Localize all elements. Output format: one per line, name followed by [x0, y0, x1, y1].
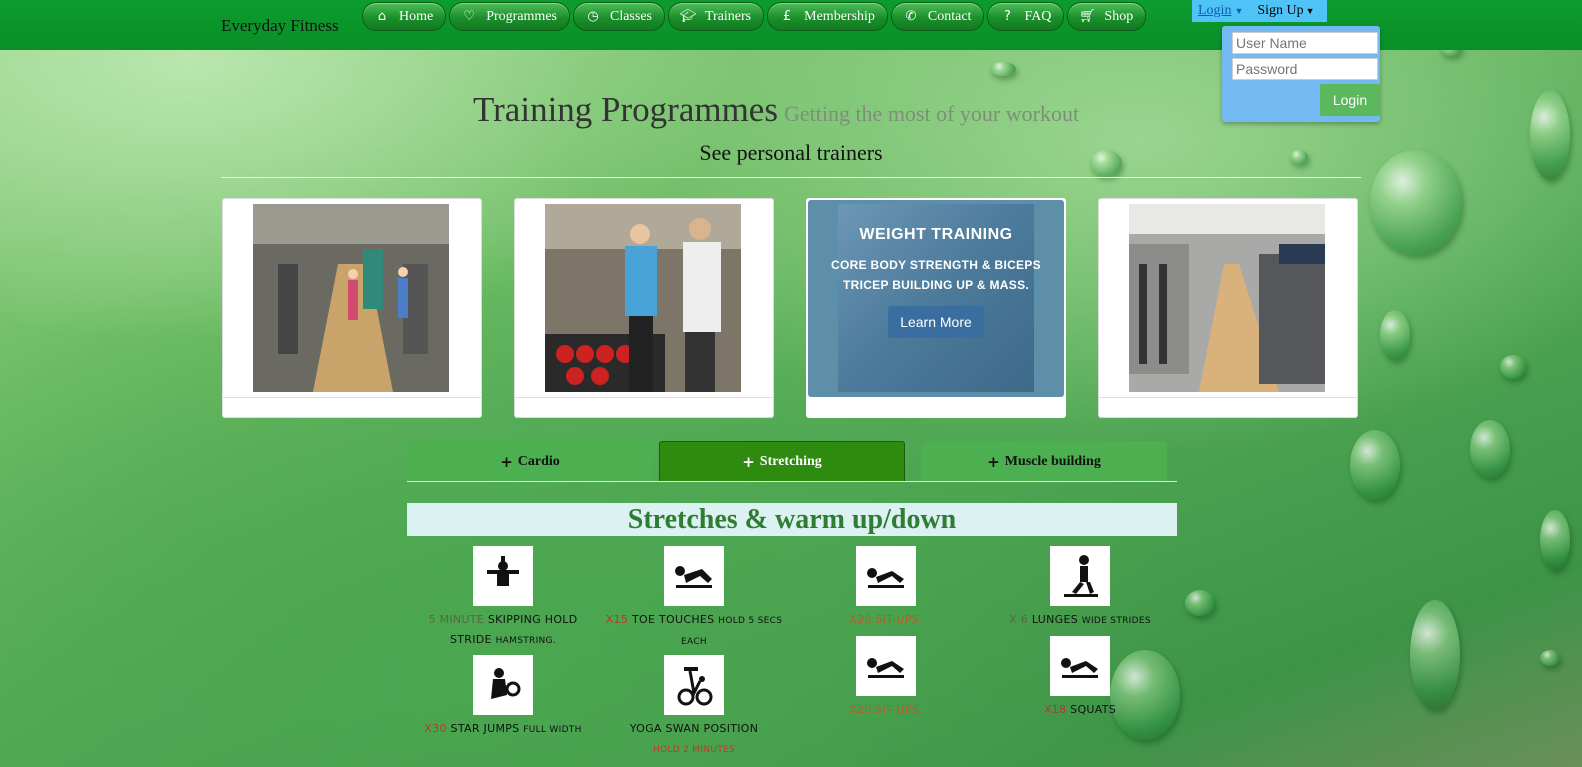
clock-icon: ◷: [587, 9, 599, 24]
login-link[interactable]: Login: [1198, 3, 1232, 18]
main-nav: [362, 2, 1146, 31]
brand-logo[interactable]: Everyday Fitness: [221, 16, 339, 35]
exercise-icon: [473, 546, 533, 606]
nav-programmes[interactable]: [449, 2, 570, 31]
exercise-note: HOLD 5 SECS EACH: [681, 616, 783, 647]
divider: [221, 177, 1361, 178]
exercise-note: FULL WIDTH: [523, 725, 582, 735]
exercise-caption: [796, 610, 976, 630]
question-icon: ?: [1004, 9, 1011, 24]
card-thumbnail: [515, 199, 773, 398]
gym-floor-image: [253, 204, 449, 392]
exercise-caption: [413, 610, 593, 651]
stretches-heading: Stretches & warm up/down: [407, 503, 1177, 536]
tab-label: Stretching: [759, 453, 822, 469]
nav-faq[interactable]: [987, 2, 1064, 31]
featured-line-1: CORE BODY STRENGTH & BICEPS: [831, 258, 1041, 272]
page-subtitle: Getting the most of your workout: [783, 101, 1080, 126]
trainer-image: [545, 204, 741, 392]
exercise-caption: [990, 610, 1170, 631]
exercise-star-jumps: [413, 655, 593, 740]
page-title: [473, 90, 1079, 130]
nav-label: Trainers: [704, 8, 752, 24]
phone-icon: ✆: [905, 9, 917, 24]
login-dropdown: [1222, 26, 1380, 122]
exercise-icon: [1050, 636, 1110, 696]
exercise-note: WIDE STRIDES: [1081, 616, 1151, 626]
tab-muscle-building[interactable]: [921, 441, 1167, 482]
cart-icon: 🛒︎: [1079, 9, 1096, 24]
exercise-note: HOLD 2 MINUTES: [652, 745, 736, 755]
exercise-icon: [1050, 546, 1110, 606]
pound-icon: £: [783, 9, 792, 24]
programme-card-personal-training[interactable]: [514, 198, 774, 418]
nav-home[interactable]: [362, 2, 446, 31]
card-thumbnail: [1099, 199, 1357, 398]
personal-trainers-link[interactable]: See personal trainers: [699, 140, 883, 165]
featured-panel: [808, 200, 1064, 397]
tab-stretching[interactable]: [659, 441, 905, 482]
page-title-text: Training Programmes: [473, 90, 778, 129]
exercise-squats: [990, 636, 1170, 720]
nav-shop[interactable]: [1067, 2, 1146, 31]
heart-icon: ♡: [463, 9, 476, 24]
exercise-name: STAR JUMPS: [450, 722, 520, 735]
exercise-name: SKIPPING HOLD STRIDE: [450, 613, 578, 646]
home-icon: ⌂: [377, 9, 387, 24]
tab-label: Cardio: [517, 453, 560, 469]
exercise-icon: [473, 655, 533, 715]
exercise-amount: X20 SIT-UPS.: [849, 613, 923, 626]
tab-label: Muscle building: [1004, 453, 1101, 469]
exercise-amount: X20 SIT-UPS.: [849, 703, 923, 716]
username-input[interactable]: [1232, 32, 1378, 54]
plus-icon: +: [742, 452, 755, 471]
exercise-caption: [990, 700, 1170, 720]
exercise-note: HAMSTRING.: [495, 636, 556, 646]
exercise-amount: 5 MINUTE: [428, 613, 485, 626]
card-thumbnail: [223, 199, 481, 398]
featured-title: WEIGHT TRAINING: [859, 226, 1013, 243]
nav-label: Contact: [927, 8, 972, 24]
exercise-name: LUNGES: [1031, 613, 1078, 626]
graduation-cap-icon: 🎓︎: [679, 9, 697, 24]
exercise-icon: [664, 546, 724, 606]
exercise-icon: [856, 636, 916, 696]
plus-icon: +: [500, 452, 513, 471]
nav-label: Programmes: [486, 8, 557, 24]
featured-line-2: TRICEP BUILDING UP & MASS.: [842, 278, 1030, 292]
tab-cardio[interactable]: [407, 441, 653, 482]
exercise-caption: [796, 700, 976, 720]
exercise-name: SQUATS: [1070, 703, 1117, 716]
nav-label: Classes: [609, 8, 652, 24]
exercise-icon: [856, 546, 916, 606]
nav-label: Membership: [804, 8, 875, 24]
exercise-yoga-swan: [604, 655, 784, 760]
exercise-name: TOE TOUCHES: [632, 613, 715, 626]
exercise-amount: X 6: [1009, 613, 1029, 626]
featured-weight-training: [806, 198, 1066, 418]
login-button[interactable]: Login: [1320, 84, 1380, 116]
exercise-skipping: [413, 546, 593, 651]
cardio-room-image: [1129, 204, 1325, 392]
exercise-name: YOGA SWAN POSITION: [629, 722, 759, 735]
exercise-caption: [604, 719, 784, 760]
exercise-caption: [413, 719, 593, 740]
exercise-amount: X18: [1043, 703, 1067, 716]
exercise-sit-ups-2: [796, 636, 976, 720]
nav-label: Shop: [1104, 8, 1134, 24]
nav-trainers[interactable]: [668, 2, 764, 31]
exercise-lunges: [990, 546, 1170, 631]
exercise-icon: [664, 655, 724, 715]
signup-link[interactable]: Sign Up: [1257, 3, 1304, 18]
plus-icon: +: [987, 452, 1000, 471]
programme-card-gym-floor[interactable]: [222, 198, 482, 418]
exercise-amount: X30: [424, 722, 447, 735]
learn-more-button[interactable]: Learn More: [888, 306, 984, 338]
nav-label: Home: [399, 8, 434, 24]
nav-classes[interactable]: [573, 2, 665, 31]
password-input[interactable]: [1232, 58, 1378, 80]
caret-down-icon: ▼: [1234, 6, 1244, 16]
nav-label: FAQ: [1024, 8, 1052, 24]
nav-membership[interactable]: [767, 2, 888, 31]
programme-card-cardio-room[interactable]: [1098, 198, 1358, 418]
nav-contact[interactable]: [891, 2, 985, 31]
exercise-caption: [604, 610, 784, 652]
exercise-amount: X15: [605, 613, 629, 626]
auth-bar: [1192, 0, 1327, 22]
exercise-sit-ups-1: [796, 546, 976, 630]
caret-down-icon: ▼: [1305, 6, 1315, 16]
tab-divider: [407, 481, 1177, 482]
exercise-toe-touches: [604, 546, 784, 652]
